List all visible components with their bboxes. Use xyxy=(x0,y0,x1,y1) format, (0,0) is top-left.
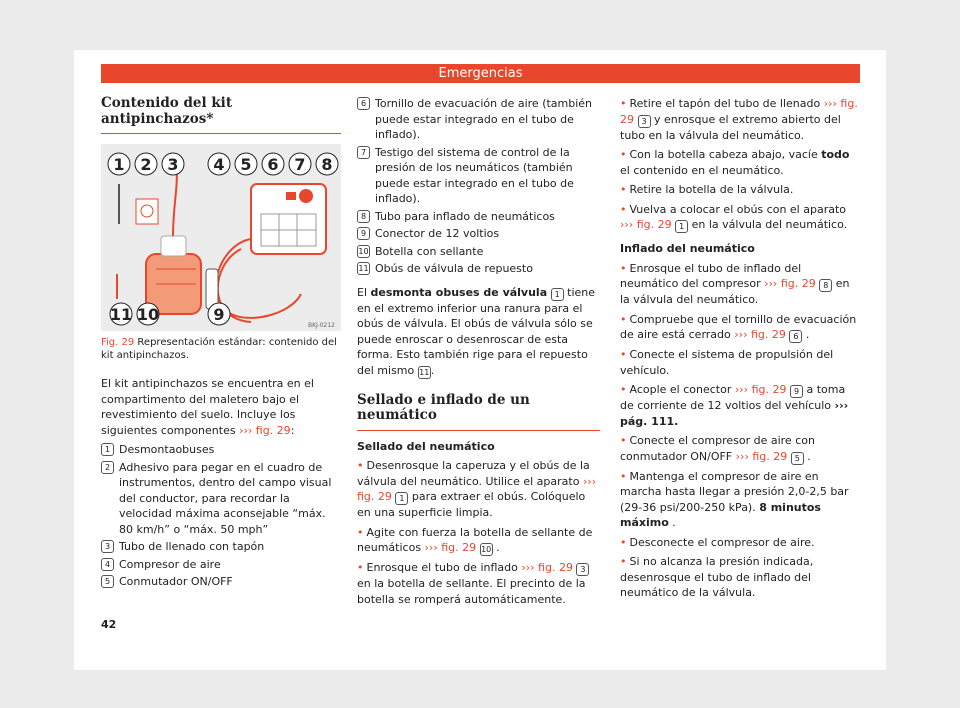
figure-caption xyxy=(101,336,341,362)
step-text-post: . xyxy=(805,328,810,341)
component-item xyxy=(357,96,600,143)
fig-link[interactable]: ››› fig. 29 xyxy=(620,97,858,126)
step-text: Conecte el compresor de aire con conmutador ON/OFF xyxy=(620,434,815,463)
step-item xyxy=(620,96,860,143)
item-text: Conector de 12 voltios xyxy=(375,227,500,240)
step-text-post: . xyxy=(672,516,676,529)
inflado-steps xyxy=(620,261,860,601)
step-text: Retire la botella de la válvula. xyxy=(629,183,794,196)
step-text: Enrosque el tubo de inflado xyxy=(366,561,518,574)
step-item xyxy=(620,382,860,429)
svg-text:3: 3 xyxy=(167,155,179,174)
figure-code: BKJ-0212 xyxy=(307,322,335,329)
item-number-badge: 5 xyxy=(101,575,114,588)
component-item xyxy=(357,244,600,260)
step-text: Mantenga el compresor de aire en marcha hasta llegar a presión 2,0-2,5 bar (29-36 psi/200-250 kPa). xyxy=(620,469,849,514)
step-item xyxy=(620,147,860,178)
item-number-badge: 8 xyxy=(357,210,370,223)
obus-paragraph: El desmonta obuses de válvula 1 tiene en el extremo inferior una ranura para el obús de válvula. El obús de válvula sólo se puede enroscar o desenroscar de esta forma. Esto también rige para el repuesto del mismo 11. xyxy=(357,285,596,377)
subheading-inflado: Inflado del neumático xyxy=(620,242,755,255)
item-number-badge: 2 xyxy=(101,461,114,474)
step-item xyxy=(620,469,860,531)
step-text-post: . xyxy=(807,449,811,463)
component-item xyxy=(101,442,341,458)
item-number-badge: 11 xyxy=(358,264,369,273)
item-text: Botella con sellante xyxy=(375,244,484,258)
ref-number-badge: 1 xyxy=(395,492,408,505)
column-1 xyxy=(101,96,341,592)
step-text-post: y enrosque el extremo abierto del tubo en la válvula del neumático. xyxy=(620,112,841,142)
ref-number-badge: 3 xyxy=(576,563,589,576)
ref-number-badge: 10 xyxy=(481,545,492,554)
item-text: Adhesivo para pegar en el cuadro de instrumentos, dentro del campo visual del conductor, para recordar la velocidad máxima aconsejable “máx. 80 km/h” o “máx. 50 mph” xyxy=(119,460,332,536)
item-number-badge: 3 xyxy=(101,540,114,553)
fig-link[interactable]: ››› fig. 29 xyxy=(521,561,573,574)
item-number-badge: 4 xyxy=(101,558,114,571)
sellado-steps-a xyxy=(357,458,600,607)
step-item xyxy=(620,182,860,198)
fig-link[interactable]: ››› fig. 29 xyxy=(357,474,597,503)
step-text-post: el contenido en el neumático. xyxy=(620,163,784,177)
step-text-post: en la botella de sellante. El precinto de la botella se romperá automáticamente. xyxy=(357,577,586,606)
item-number-badge: 10 xyxy=(358,246,369,256)
column-3 xyxy=(620,96,860,605)
step-item xyxy=(357,525,600,557)
step-text-post: para extraer el obús. Colóquelo en una superficie limpia. xyxy=(357,490,586,519)
section-title-sellado: Sellado e inflado de un neumático xyxy=(357,393,600,431)
svg-text:8: 8 xyxy=(321,155,333,174)
item-text: Compresor de aire xyxy=(119,557,221,571)
item-number-badge: 7 xyxy=(357,146,370,159)
step-item xyxy=(620,312,860,344)
section-header: Emergencias xyxy=(101,64,860,83)
step-text-post: en la válvula del neumático. xyxy=(691,218,848,231)
ref-number-badge: 1 xyxy=(675,220,688,233)
ref-number-badge: 9 xyxy=(790,385,803,398)
svg-text:6: 6 xyxy=(267,155,279,174)
item-number-badge: 1 xyxy=(101,443,114,456)
item-text: Tornillo de evacuación de aire (también puede estar integrado en el tubo de inflado). xyxy=(375,97,593,141)
svg-text:10: 10 xyxy=(136,305,160,324)
ref-number-badge: 8 xyxy=(819,279,832,292)
fig-link[interactable]: ››› fig. 29 xyxy=(764,277,816,290)
emphasis-text: todo xyxy=(821,148,850,161)
item-text: Conmutador ON/OFF xyxy=(119,575,233,588)
item-number-badge: 6 xyxy=(357,97,370,110)
step-text: Desconecte el compresor de aire. xyxy=(629,535,815,549)
fig-link[interactable]: ››› fig. 29 xyxy=(620,218,672,231)
step-text: Enrosque el tubo de inflado del neumático del compresor xyxy=(620,261,802,290)
component-list-b xyxy=(357,96,600,277)
step-item xyxy=(620,554,860,601)
component-item xyxy=(101,460,341,538)
svg-text:2: 2 xyxy=(140,155,152,174)
item-text: Desmontaobuses xyxy=(119,443,215,456)
item-text: Obús de válvula de repuesto xyxy=(375,262,533,275)
callout-6 xyxy=(262,153,284,175)
section-title-kit: Contenido del kit antipinchazos* xyxy=(101,96,341,134)
item-number-badge: 9 xyxy=(357,227,370,240)
step-item xyxy=(357,458,600,521)
step-item xyxy=(620,202,860,234)
component-item xyxy=(357,226,600,242)
callout-9 xyxy=(208,303,230,325)
callout-3 xyxy=(162,153,184,175)
callout-10 xyxy=(137,303,159,325)
callout-4 xyxy=(208,153,230,175)
step-text: Agite con fuerza la botella de sellante de neumáticos xyxy=(357,525,593,554)
callout-5 xyxy=(235,153,257,175)
item-text: Tubo para inflado de neumáticos xyxy=(375,209,555,223)
callout-11 xyxy=(110,303,132,325)
callout-2 xyxy=(135,153,157,175)
caption-text: Representación estándar: contenido del kit antipinchazos. xyxy=(101,337,337,361)
ref-number-badge: 3 xyxy=(638,115,651,128)
component-item xyxy=(357,145,600,207)
step-item xyxy=(620,261,860,308)
item-text: Tubo de llenado con tapón xyxy=(119,540,265,553)
svg-text:7: 7 xyxy=(294,155,306,174)
intro-paragraph: El kit antipinchazos se encuentra en el compartimento del maletero bajo el revestimiento del suelo. Incluye los siguientes componentes ››› fig. 29: xyxy=(101,377,314,437)
emphasis-text: 8 minutos máximo xyxy=(620,500,821,529)
pressure-gauge-shape xyxy=(299,189,313,203)
step-text: Si no alcanza la presión indicada, desenrosque el tubo de inflado del neumático de la válvula. xyxy=(620,555,814,599)
ref-number-badge: 5 xyxy=(791,452,804,465)
svg-text:1: 1 xyxy=(113,155,125,174)
step-item xyxy=(620,433,860,465)
step-item xyxy=(620,347,860,378)
callout-1 xyxy=(108,153,130,175)
step-text-post: . xyxy=(496,541,500,554)
step-text: Vuelva a colocar el obús con el aparato xyxy=(629,202,846,216)
step-text: Compruebe que el tornillo de evacuación de aire está cerrado xyxy=(620,312,857,341)
column-2 xyxy=(357,96,600,611)
page-link[interactable]: ››› pág. 111. xyxy=(620,399,849,428)
step-text: Retire el tapón del tubo de llenado xyxy=(629,97,821,110)
page-number: 42 xyxy=(101,618,117,631)
fig-link[interactable]: ››› fig. 29 xyxy=(734,383,787,396)
step-text: Desenrosque la caperuza y el obús de la válvula del neumático. Utilice el aparato xyxy=(357,459,590,488)
caption-fig-ref: Fig. 29 xyxy=(101,337,135,348)
step-text-post: a toma de corriente de 12 voltios del vehículo xyxy=(620,383,846,412)
intro-fig-link[interactable]: ››› fig. 29 xyxy=(239,423,291,437)
kit-illustration xyxy=(101,144,341,331)
step-item xyxy=(357,560,600,607)
sellado-steps-b xyxy=(620,96,860,233)
component-item xyxy=(357,209,600,225)
item-text: Testigo del sistema de control de la presión de los neumáticos (también puede estar integrado en el tubo de inflado). xyxy=(375,145,574,205)
svg-text:9: 9 xyxy=(213,305,225,324)
fig-link[interactable]: ››› fig. 29 xyxy=(734,328,786,341)
component-list-a xyxy=(101,442,341,590)
step-text: Con la botella cabeza abajo, vacíe xyxy=(629,148,818,161)
fig-link[interactable]: ››› fig. 29 xyxy=(735,449,788,463)
component-item xyxy=(101,539,341,555)
step-text: Acople el conector xyxy=(629,383,732,396)
svg-text:4: 4 xyxy=(213,155,225,174)
step-text: Conecte el sistema de propulsión del vehículo. xyxy=(620,348,834,377)
svg-text:5: 5 xyxy=(240,155,252,174)
svg-text:11: 11 xyxy=(109,305,133,324)
fig-link[interactable]: ››› fig. 29 xyxy=(424,541,477,554)
component-item xyxy=(101,574,341,590)
step-item xyxy=(620,535,860,551)
figure-kit-illustration xyxy=(101,144,341,331)
step-text-post: en la válvula del neumático. xyxy=(620,277,850,306)
subheading-sellado: Sellado del neumático xyxy=(357,439,495,453)
component-item xyxy=(357,261,600,277)
component-item xyxy=(101,557,341,573)
callout-7 xyxy=(289,153,311,175)
ref-number-badge: 6 xyxy=(789,330,802,343)
callout-8 xyxy=(316,153,338,175)
